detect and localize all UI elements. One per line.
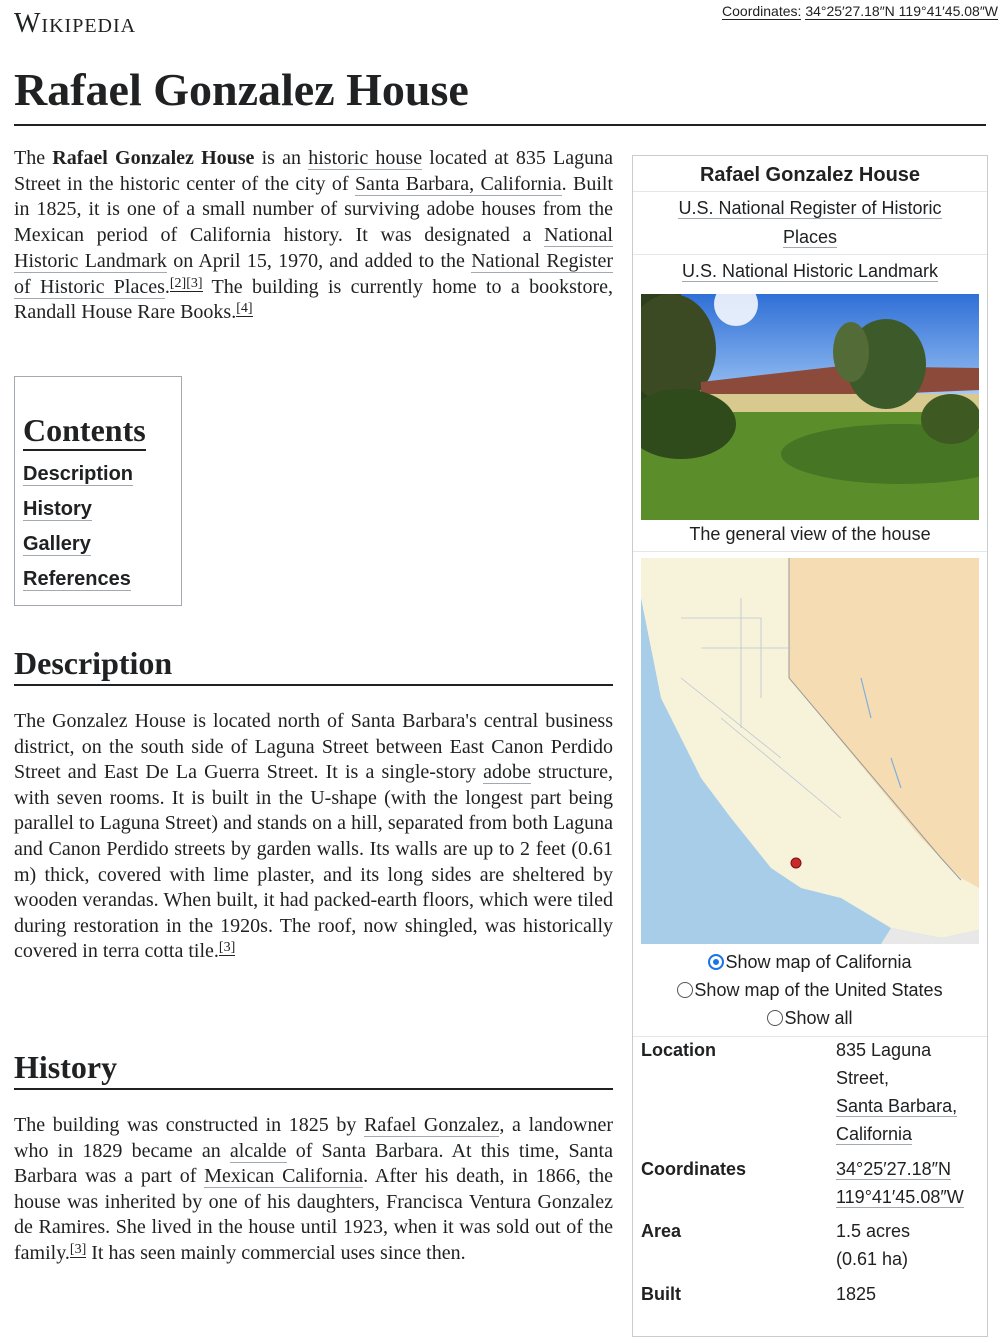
top-coordinates[interactable] bbox=[722, 3, 998, 19]
location-city-link[interactable]: Santa Barbara, California bbox=[836, 1096, 958, 1144]
map-option-all[interactable] bbox=[633, 1004, 987, 1037]
hist-text: . After his death, in 1866, the house was inherited by one of his daughters, Francisca Ventura Gonzalez de Ramires. She lived in the house until 1923, when it was sold out of the family. bbox=[14, 1165, 613, 1264]
wikipedia-wordmark[interactable]: Wikipedia bbox=[14, 8, 137, 39]
intro-text: The bbox=[14, 147, 53, 169]
toc-item-description[interactable] bbox=[23, 457, 173, 492]
coords-label: Coordinates: bbox=[722, 3, 802, 19]
infobox-area-row bbox=[641, 1217, 981, 1273]
intro-text: . Built in 1825, it is one of a small number of surviving adobe houses from the Mexican period of California history. It was designated a bbox=[14, 172, 613, 247]
infobox bbox=[632, 155, 988, 1337]
coordinates-key: Coordinates bbox=[641, 1159, 747, 1179]
hist-text: The building was constructed in 1825 by bbox=[14, 1114, 365, 1136]
nrhp-link[interactable]: U.S. National Register of Historic Places bbox=[678, 198, 942, 247]
area-key: Area bbox=[641, 1221, 682, 1241]
intro-section bbox=[14, 146, 613, 326]
desc-text: The Gonzalez House is located north of Santa Barbara's central business district, on the south side of Laguna Street between East Canon Perdido Street and East De La Guerra Street. It is a single-story bbox=[14, 710, 613, 784]
ref-3[interactable]: [3] bbox=[69, 1241, 87, 1257]
radio-icon[interactable] bbox=[677, 982, 693, 998]
infobox-nhl-row bbox=[633, 254, 987, 288]
infobox-location-row bbox=[641, 1036, 981, 1148]
toc-label[interactable]: References bbox=[23, 568, 131, 590]
house-photo[interactable] bbox=[641, 294, 979, 520]
photo-caption: The general view of the house bbox=[633, 520, 987, 552]
intro-paragraph bbox=[14, 146, 613, 326]
hist-text: of Santa Barbara. At this time, Santa Barbara was a part of bbox=[14, 1139, 613, 1188]
nhl-link[interactable]: U.S. National Historic Landmark bbox=[681, 261, 939, 281]
built-value: 1825 bbox=[836, 1284, 877, 1304]
built-key: Built bbox=[641, 1284, 681, 1304]
link-adobe[interactable]: adobe bbox=[483, 761, 531, 784]
coordinates-value bbox=[836, 1155, 976, 1211]
page-title: Rafael Gonzalez House bbox=[14, 62, 986, 126]
desc-text: structure, with seven rooms. It is built in the U-shape (with the longest part being parallel to Laguna Street) and stands on a hill, separated from both Laguna and Canon Perdido streets by garden walls. Its walls are up to 2 feet (0.61 m) thick, covered with lime plaster, and its long sides are sheltered by wooden verandas. When built, it had packed-earth floors, which were tiled during restoration in the 1920s. The roof, now shingled, was historically covered in terra cotta tile. bbox=[14, 761, 613, 963]
link-alcalde[interactable]: alcalde bbox=[229, 1139, 287, 1162]
intro-bold-title: Rafael Gonzalez House bbox=[52, 147, 255, 169]
radio-icon[interactable] bbox=[767, 1010, 783, 1026]
intro-text: The building is currently home to a bookstore, Randall House Rare Books. bbox=[14, 275, 613, 324]
intro-text: on April 15, 1970, and added to the bbox=[166, 249, 472, 272]
history-heading: History bbox=[14, 1046, 613, 1090]
link-nrhp[interactable]: National Register of Historic Places bbox=[14, 249, 613, 298]
california-map bbox=[641, 558, 979, 944]
house-photo-illustration bbox=[641, 294, 979, 520]
link-rafael-gonzalez[interactable]: Rafael Gonzalez bbox=[364, 1114, 500, 1136]
toc-title: Contents bbox=[23, 411, 146, 451]
map-option-us[interactable] bbox=[633, 976, 987, 1004]
toc-item-references[interactable] bbox=[23, 562, 173, 597]
intro-text: is an bbox=[254, 147, 309, 169]
locator-map[interactable] bbox=[641, 558, 979, 944]
map-option-label: Show all bbox=[784, 1008, 853, 1028]
toc-item-gallery[interactable] bbox=[23, 527, 173, 562]
link-historic-house[interactable]: historic house bbox=[308, 147, 423, 169]
infobox-nrhp-row bbox=[633, 191, 987, 254]
description-paragraph bbox=[14, 709, 613, 965]
infobox-built-row bbox=[641, 1280, 981, 1308]
ref-2[interactable]: [2] bbox=[169, 275, 187, 291]
map-option-label: Show map of California bbox=[725, 952, 912, 972]
link-nhl[interactable]: National Historic Landmark bbox=[14, 224, 613, 272]
infobox-coordinates-row bbox=[641, 1155, 981, 1211]
ref-3[interactable]: [3] bbox=[186, 275, 203, 291]
hist-text: , a landowner who in 1829 became an bbox=[14, 1114, 613, 1162]
description-heading: Description bbox=[14, 642, 613, 686]
link-santa-barbara[interactable]: Santa Barbara, California bbox=[354, 172, 562, 195]
map-option-california[interactable] bbox=[633, 944, 987, 976]
link-mexican-california[interactable]: Mexican California bbox=[204, 1165, 364, 1188]
ref-3[interactable]: [3] bbox=[218, 940, 236, 956]
location-key: Location bbox=[641, 1040, 716, 1060]
intro-text: . bbox=[164, 275, 170, 298]
location-street: 835 Laguna Street, bbox=[836, 1040, 932, 1088]
infobox-title: Rafael Gonzalez House bbox=[699, 164, 921, 186]
coordinates-link[interactable]: 34°25′27.18″N 119°41′45.08″W bbox=[836, 1159, 964, 1207]
location-value bbox=[836, 1036, 986, 1148]
toc-label[interactable]: Gallery bbox=[23, 533, 91, 555]
table-of-contents bbox=[14, 376, 182, 606]
hist-text: It has seen mainly commercial uses since then. bbox=[86, 1241, 466, 1264]
area-value: 1.5 acres (0.61 ha) bbox=[836, 1221, 911, 1269]
map-option-label: Show map of the United States bbox=[694, 980, 943, 1000]
toc-item-history[interactable] bbox=[23, 492, 173, 527]
radio-selected-icon[interactable] bbox=[708, 954, 724, 970]
toc-label[interactable]: Description bbox=[23, 463, 134, 485]
history-paragraph bbox=[14, 1113, 613, 1267]
intro-text: located at 835 Laguna Street in the historic center of the city of bbox=[14, 147, 613, 195]
coords-link[interactable]: 34°25′27.18″N 119°41′45.08″W bbox=[805, 3, 998, 19]
toc-label[interactable]: History bbox=[23, 498, 92, 520]
ref-4[interactable]: [4] bbox=[236, 301, 253, 317]
